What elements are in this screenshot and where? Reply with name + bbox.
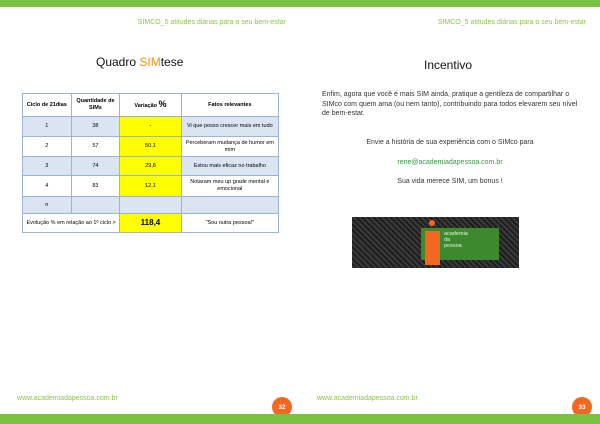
total-value: 118,4 — [120, 214, 181, 233]
logo-i-dot — [429, 220, 435, 226]
running-header: SIMCO_5 atitudes diárias para o seu bem-estar — [437, 19, 586, 26]
table-total-row — [23, 214, 279, 233]
page-title: Incentivo — [424, 58, 473, 72]
total-note: "Sou outra pessoa!" — [181, 214, 278, 233]
col-header-facts: Fatos relevantes — [181, 94, 278, 117]
table-row: 1 38 - Vi que posso crescer mais em tudo — [23, 117, 279, 137]
email-link[interactable]: rene@academiadapessoa.com.br — [397, 159, 503, 166]
logo-i-stem — [425, 231, 440, 265]
bottom-green-bar — [0, 414, 600, 424]
page-title — [96, 55, 183, 69]
page-number-badge: 32 — [272, 397, 292, 417]
col-header-quantity: Quantidade de SIMs — [71, 94, 120, 117]
logo-text: academia da pessoa — [444, 231, 468, 249]
table-row: 2 57 50,1 Perceberam mudança de humor em mim — [23, 137, 279, 157]
col-header-variation: Variação % — [120, 94, 181, 117]
table-row: 3 74 29,8 Estou mais eficaz no trabalho — [23, 157, 279, 176]
col-header-cycle: Ciclo de 21dias — [23, 94, 72, 117]
share-text: Envie a história de sua experiência com o SIMco para — [366, 139, 534, 146]
title-suffix: tese — [160, 55, 184, 69]
closing-text: Sua vida merece SIM, um bonus ! — [397, 178, 503, 185]
table-row: n — [23, 197, 279, 214]
footer-url: www.academiadapessoa.com.br — [317, 395, 418, 402]
table-row: 4 83 12,1 Notaram meu up grade mental e emocional — [23, 176, 279, 197]
title-highlight: SIM — [139, 55, 161, 69]
right-page — [300, 0, 600, 424]
total-label: Evolução % em relação ao 1º ciclo > — [23, 214, 120, 233]
page-number-badge: 33 — [572, 397, 592, 417]
sim-table — [22, 93, 279, 233]
academia-logo — [352, 217, 519, 268]
footer-url: www.academiadapessoa.com.br — [17, 395, 118, 402]
title-prefix: Quadro — [96, 55, 140, 69]
incentive-paragraph: Enfim, agora que você é mais SIM ainda, pratique a gentileza de compartilhar o SIMco com quem ama (ou nem tanto), contribuindo para todos elevarem seu nível de bem-estar. — [322, 91, 578, 117]
running-header: SIMCO_5 atitudes diárias para o seu bem-estar — [137, 19, 286, 26]
